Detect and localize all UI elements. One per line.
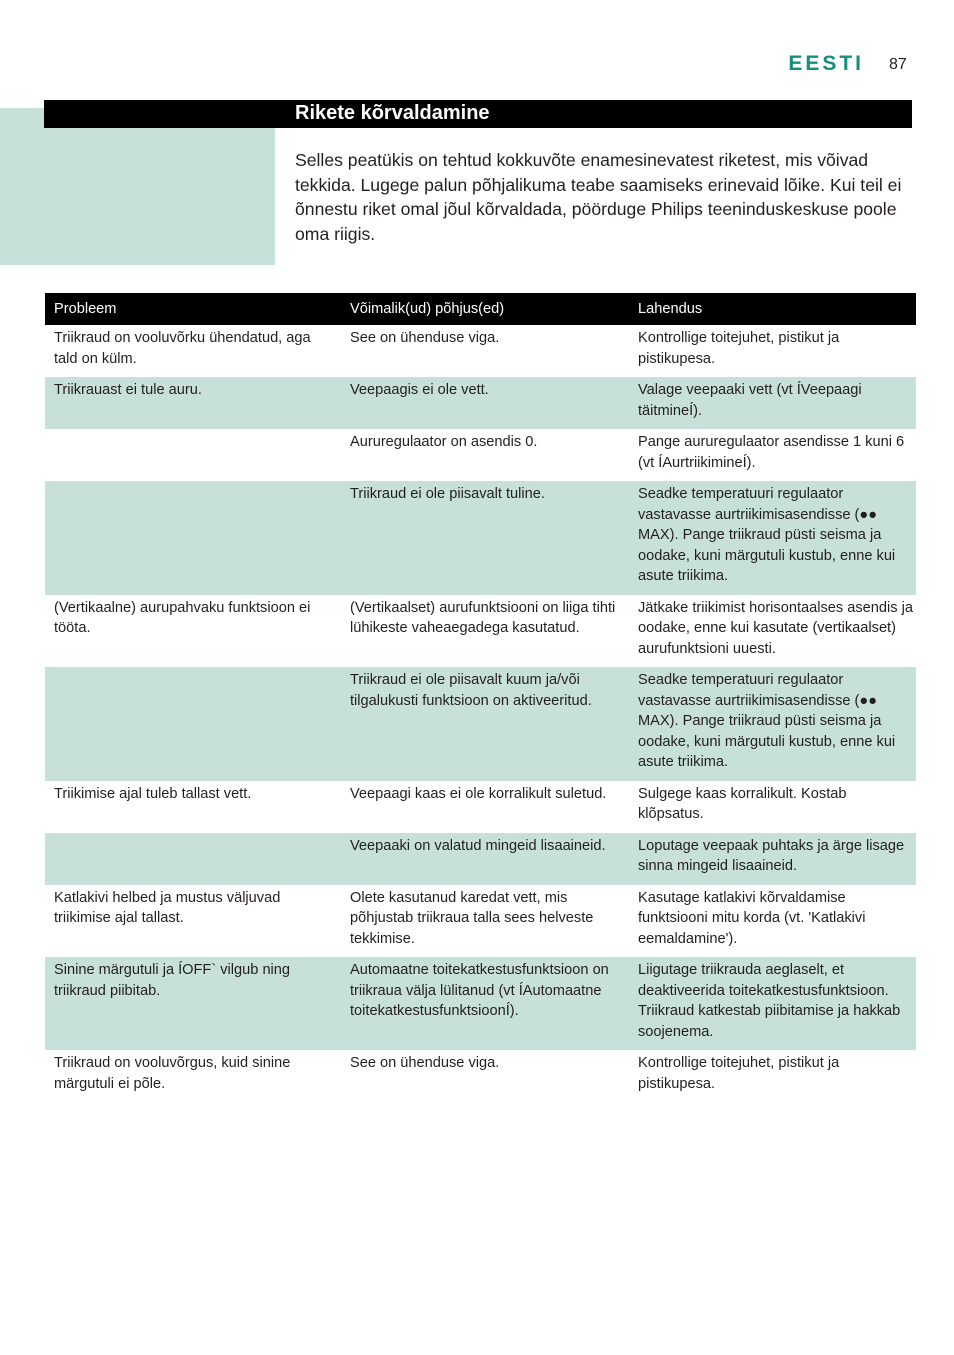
problem-cell: Triikraud on vooluvõrku ühendatud, aga tald on külm.	[54, 330, 311, 367]
cause-cell: Olete kasutanud karedat vett, mis põhjustab triikraua talla sees helveste tekkimise.	[350, 889, 594, 947]
table-row	[45, 1050, 916, 1102]
problem-cell: Triikraud on vooluvõrgus, kuid sinine märgutuli ei põle.	[54, 1055, 291, 1092]
solution-cell: Loputage veepaak puhtaks ja ärge lisage sinna mingeid lisaaineid.	[629, 833, 916, 885]
column-header-solution: Lahendus	[629, 293, 916, 325]
table-header-row	[45, 293, 916, 325]
solution-cell: Liigutage triikrauda aeglaselt, et deaktiveerida toitekatkestusfunktsioon. Triikraud katkestab piibitamise ja hakkab soojenema.	[629, 957, 916, 1050]
table-row	[45, 667, 916, 781]
solution-cell: Seadke temperatuuri regulaator vastavasse aurtriikimisasendisse (●● MAX). Pange triikraud püsti seisma ja oodake, kuni märgutuli kustub, enne kui asute triikima.	[629, 481, 916, 595]
solution-cell: Jätkake triikimist horisontaalses asendis ja oodake, enne kui kasutate (vertikaalset) aurufunktsioni uuesti.	[638, 599, 913, 657]
cause-cell: See on ühenduse viga.	[350, 330, 500, 346]
problem-cell	[45, 667, 341, 781]
cause-cell: See on ühenduse viga.	[350, 1055, 500, 1071]
solution-cell: Seadke temperatuuri regulaator vastavasse aurtriikimisasendisse (●● MAX). Pange triikraud püsti seisma ja oodake, kuni märgutuli kustub, enne kui asute triikima.	[629, 667, 916, 781]
table-row	[45, 595, 916, 668]
cause-cell: (Vertikaalset) aurufunktsiooni on liiga tihti lühikeste vaheaegadega kasutatud.	[350, 599, 616, 636]
column-header-cause: Võimalik(ud) põhjus(ed)	[341, 293, 629, 325]
table-row	[45, 429, 916, 481]
solution-cell: Pange aururegulaator asendisse 1 kuni 6 (vt ÍAurtriikimineÍ).	[638, 434, 905, 471]
cause-cell: Veepaagis ei ole vett.	[341, 377, 629, 429]
solution-cell: Sulgege kaas korralikult. Kostab klõpsatus.	[638, 785, 847, 822]
cause-cell: Automaatne toitekatkestusfunktsioon on triikraua välja lülitanud (vt ÍAutomaatne toitekatkestusfunktsioonÍ).	[341, 957, 629, 1050]
table-row	[45, 833, 916, 885]
table-row	[45, 957, 916, 1050]
section-title: Rikete kõrvaldamine	[295, 102, 490, 124]
problem-cell: Sinine märgutuli ja ÍOFF` vilgub ning triikraud piibitab.	[45, 957, 341, 1050]
solution-cell: Valage veepaaki vett (vt ÍVeepaagi täitmineÍ).	[629, 377, 916, 429]
problem-cell	[45, 833, 341, 885]
problem-cell: Triikimise ajal tuleb tallast vett.	[54, 785, 252, 802]
problem-cell	[45, 429, 341, 481]
cause-cell: Veepaaki on valatud mingeid lisaaineid.	[341, 833, 629, 885]
cause-cell: Veepaagi kaas ei ole korralikult suletud.	[350, 785, 607, 802]
column-header-problem: Probleem	[45, 293, 341, 325]
cause-cell: Triikraud ei ole piisavalt kuum ja/või tilgalukusti funktsioon on aktiveeritud.	[341, 667, 629, 781]
page-number: 87	[889, 56, 907, 73]
table-row	[45, 885, 916, 958]
problem-cell	[45, 481, 341, 595]
table-row	[45, 781, 916, 833]
problem-cell: (Vertikaalne) aurupahvaku funktsioon ei tööta.	[54, 599, 311, 636]
language-label: EESTI	[788, 52, 864, 75]
solution-cell: Kontrollige toitejuhet, pistikut ja pistikupesa.	[638, 330, 840, 367]
problem-cell: Katlakivi helbed ja mustus väljuvad triikimise ajal tallast.	[54, 889, 281, 926]
problem-cell: Triikrauast ei tule auru.	[45, 377, 341, 429]
table-row	[45, 325, 916, 377]
cause-cell: Aururegulaator on asendis 0.	[350, 434, 538, 450]
table-row	[45, 377, 916, 429]
cause-cell: Triikraud ei ole piisavalt tuline.	[341, 481, 629, 595]
solution-cell: Kontrollige toitejuhet, pistikut ja pistikupesa.	[638, 1055, 840, 1092]
side-color-block	[0, 108, 275, 265]
intro-paragraph: Selles peatükis on tehtud kokkuvõte enamesinevatest riketest, mis võivad tekkida. Lugege palun põhjalikuma teabe saamiseks erinevaid lõike. Kui teil ei õnnestu riket omal jõul kõrvaldada, pöörduge Philips teeninduskeskuse poole oma riigis.	[295, 150, 902, 244]
solution-cell: Kasutage katlakivi kõrvaldamise funktsiooni mitu korda (vt. 'Katlakivi eemaldamine').	[638, 889, 866, 947]
troubleshooting-table	[45, 293, 916, 1102]
table-row	[45, 481, 916, 595]
